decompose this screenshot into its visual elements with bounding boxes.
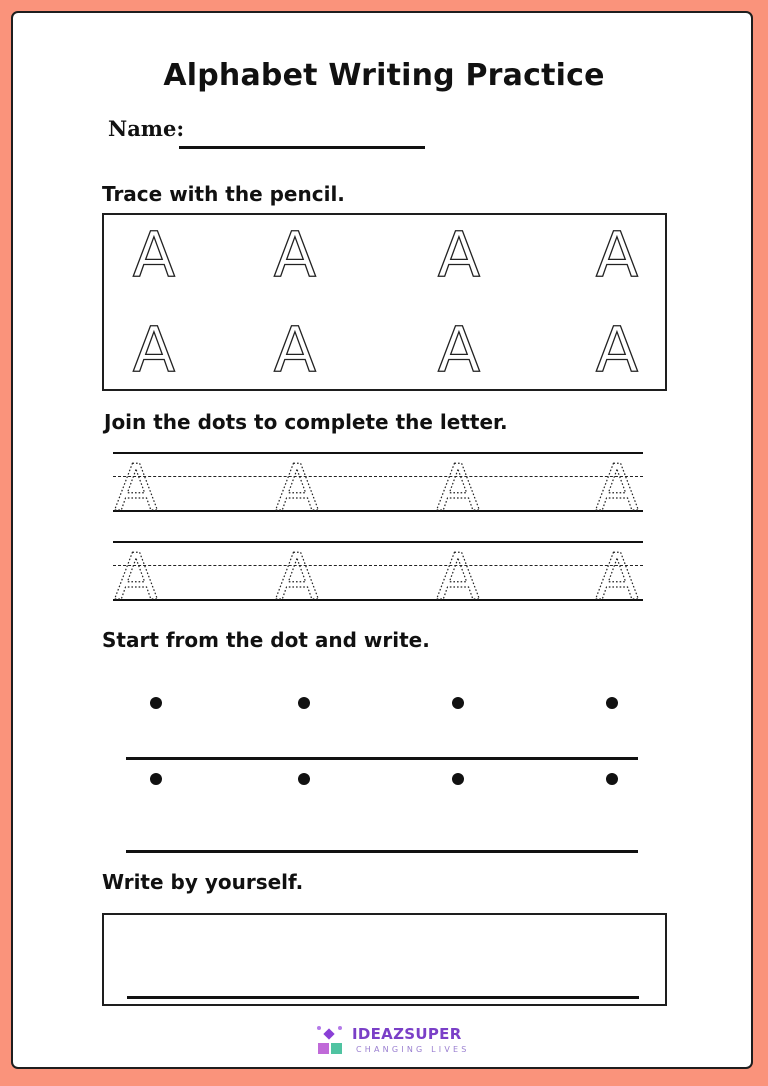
- dotted-letter: [267, 541, 327, 615]
- svg-text:A: A: [273, 313, 317, 386]
- svg-text:A: A: [595, 541, 639, 615]
- svg-text:A: A: [132, 218, 176, 291]
- dotted-letter: [428, 541, 488, 615]
- svg-text:A: A: [132, 313, 176, 386]
- trace-letter: [260, 311, 330, 386]
- svg-text:A: A: [437, 218, 481, 291]
- guide-mid-line: [113, 476, 643, 477]
- svg-text:A: A: [595, 218, 639, 291]
- write-box: [102, 913, 667, 1006]
- svg-text:A: A: [437, 313, 481, 386]
- start-dot: [606, 773, 618, 785]
- svg-text:A: A: [114, 541, 158, 615]
- dotted-letter: [267, 452, 327, 526]
- dotted-letter: [106, 541, 166, 615]
- page-title: Alphabet Writing Practice: [163, 58, 605, 93]
- write-line: [127, 996, 639, 999]
- guide-mid-line: [113, 565, 643, 566]
- writing-line: [126, 850, 638, 853]
- guide-top-line: [113, 541, 643, 543]
- start-dot: [150, 697, 162, 709]
- join-heading: Join the dots to complete the letter.: [104, 410, 508, 434]
- svg-text:A: A: [275, 541, 319, 615]
- writing-line: [126, 757, 638, 760]
- start-dot: [452, 697, 464, 709]
- start-dot: [452, 773, 464, 785]
- svg-text:A: A: [114, 452, 158, 526]
- brand-logo: [316, 1025, 486, 1059]
- trace-letter: [582, 311, 652, 386]
- trace-letter: [260, 216, 330, 291]
- guide-base-line: [113, 599, 643, 601]
- dotted-letter: [106, 452, 166, 526]
- start-dot: [606, 697, 618, 709]
- trace-letter: [424, 216, 494, 291]
- name-label: Name:: [108, 116, 185, 141]
- worksheet-page: [11, 11, 753, 1069]
- trace-heading: Trace with the pencil.: [102, 182, 345, 206]
- start-heading: Start from the dot and write.: [102, 628, 430, 652]
- svg-text:A: A: [595, 313, 639, 386]
- guide-top-line: [113, 452, 643, 454]
- svg-text:A: A: [275, 452, 319, 526]
- trace-letter: [119, 311, 189, 386]
- dotted-letter: [587, 452, 647, 526]
- logo-name: IDEAZSUPER: [352, 1025, 462, 1043]
- svg-text:A: A: [273, 218, 317, 291]
- write-heading: Write by yourself.: [102, 870, 304, 894]
- guide-base-line: [113, 510, 643, 512]
- logo-tagline: CHANGING LIVES: [356, 1045, 470, 1054]
- trace-letter: [582, 216, 652, 291]
- svg-text:A: A: [595, 452, 639, 526]
- dotted-letter: [428, 452, 488, 526]
- name-write-line: [179, 146, 425, 149]
- trace-letter: [119, 216, 189, 291]
- svg-text:A: A: [436, 541, 480, 615]
- start-dot: [298, 697, 310, 709]
- start-dot: [298, 773, 310, 785]
- start-dot: [150, 773, 162, 785]
- logo-icon: [316, 1025, 348, 1057]
- trace-letter: [424, 311, 494, 386]
- svg-text:A: A: [436, 452, 480, 526]
- dotted-letter: [587, 541, 647, 615]
